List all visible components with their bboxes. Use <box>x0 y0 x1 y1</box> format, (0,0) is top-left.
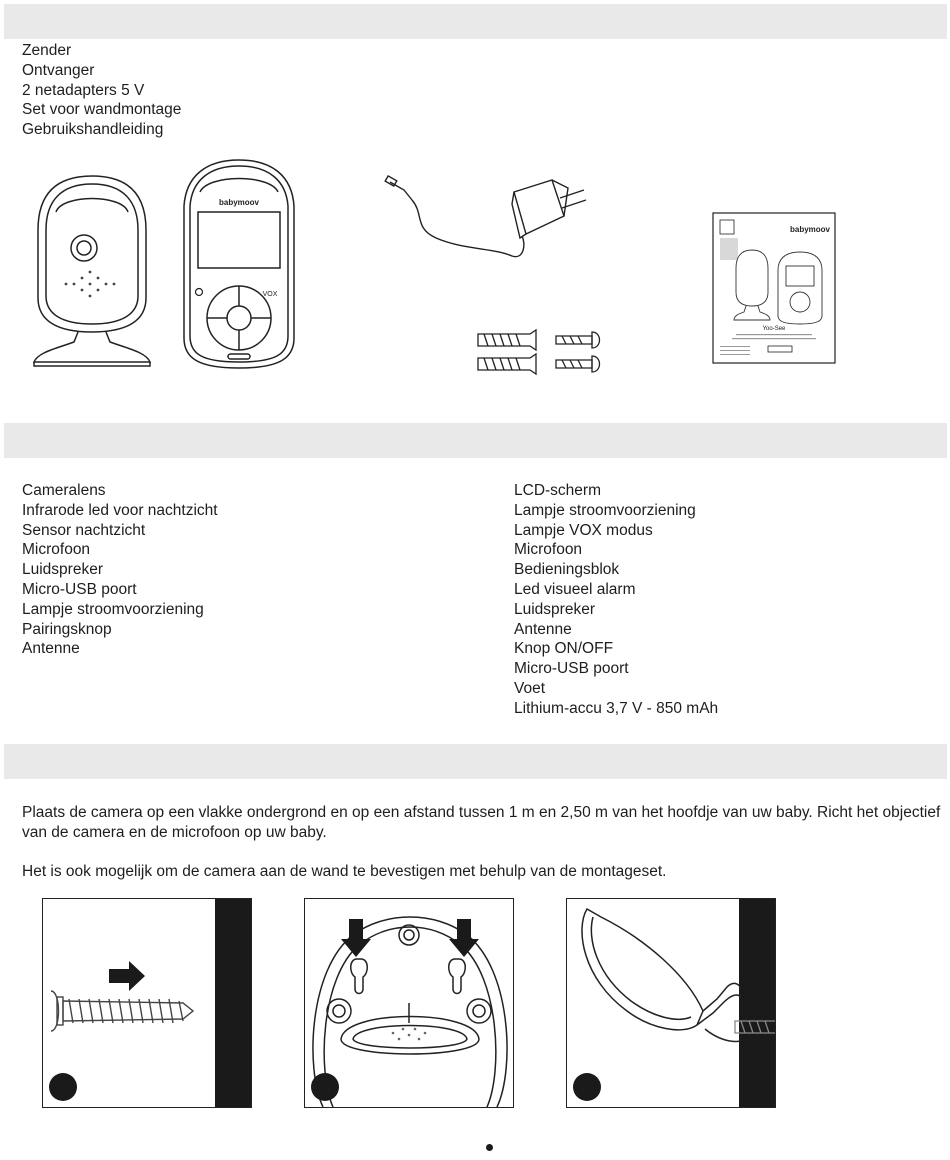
camera-base-illustration <box>305 899 514 1108</box>
page-marker-dot <box>486 1144 493 1151</box>
list-item: Set voor wandmontage <box>22 101 182 119</box>
manual-title: Yoo-See <box>762 326 786 332</box>
step-number-badge <box>311 1073 339 1101</box>
list-item: Ontvanger <box>22 61 95 79</box>
list-item: Antenne <box>22 640 80 658</box>
list-item: Sensor nachtzicht <box>22 521 146 539</box>
list-item: 2 netadapters 5 V <box>22 81 145 99</box>
list-item: Led visueel alarm <box>514 580 636 598</box>
section-header-product-description <box>4 423 947 458</box>
installation-paragraph-2: Het is ook mogelijk om de camera aan de wand te bevestigen met behulp van de montageset. <box>22 863 667 880</box>
list-item: Lampje VOX modus <box>514 521 653 539</box>
step-number-badge <box>49 1073 77 1101</box>
mounting-step-1 <box>42 898 252 1108</box>
installation-paragraph-1: Plaats de camera op een vlakke ondergrond en op een afstand tussen 1 m en 2,50 m van het hoofdje van uw baby. Richt het objectief van de camera en de microfoon op uw baby. <box>22 804 941 841</box>
wall-mount-set-illustration <box>476 328 606 380</box>
list-item: Antenne <box>514 620 572 638</box>
list-item: Zender <box>22 42 72 59</box>
arrow-right-icon <box>109 961 145 991</box>
receiver-brand-label: babymoov <box>218 198 260 207</box>
package-contents-list <box>22 41 181 140</box>
list-item: Luidspreker <box>22 561 103 579</box>
list-item: Microfoon <box>514 541 583 559</box>
list-item: LCD-scherm <box>514 482 601 499</box>
receiver-illustration <box>180 158 298 370</box>
list-item: Micro-USB poort <box>22 580 137 598</box>
vox-label: VOX <box>262 291 278 298</box>
power-adapter-illustration <box>384 164 594 260</box>
wall-mounted-camera-illustration <box>567 899 776 1108</box>
list-item: Pairingsknop <box>22 620 112 638</box>
list-item: Infrarode led voor nachtzicht <box>22 501 218 519</box>
manual-brand-label: babymoov <box>789 225 830 234</box>
mounting-step-3 <box>566 898 776 1108</box>
screw-illustration <box>43 899 252 1108</box>
list-item: Cameralens <box>22 482 106 499</box>
receiver-parts-list <box>514 481 718 719</box>
list-item: Microfoon <box>22 541 91 559</box>
list-item: Luidspreker <box>514 600 595 618</box>
list-item: Voet <box>514 679 546 697</box>
camera-parts-list <box>22 481 218 659</box>
section-header-package-contents <box>4 4 947 39</box>
list-item: Knop ON/OFF <box>514 640 614 658</box>
list-item: Lithium-accu 3,7 V - 850 mAh <box>514 699 719 717</box>
list-item: Micro-USB poort <box>514 660 629 678</box>
manual-illustration <box>712 212 836 364</box>
mounting-step-2 <box>304 898 514 1108</box>
list-item: Lampje stroomvoorziening <box>22 600 204 618</box>
list-item: Gebruikshandleiding <box>22 121 164 139</box>
section-header-installation <box>4 744 947 779</box>
list-item: Bedieningsblok <box>514 561 620 579</box>
power-icon <box>196 289 203 296</box>
list-item: Lampje stroomvoorziening <box>514 501 696 519</box>
step-number-badge <box>573 1073 601 1101</box>
camera-illustration <box>28 172 156 368</box>
